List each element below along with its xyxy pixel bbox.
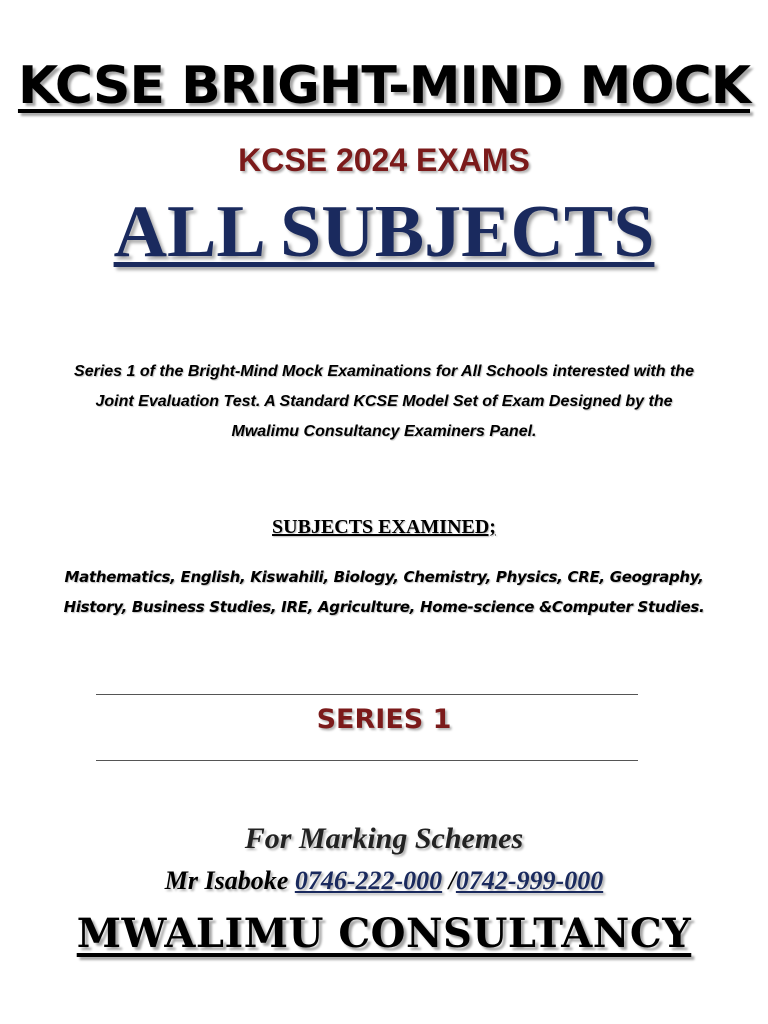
series-description (0, 357, 768, 447)
phone-link-1[interactable]: 0746-222-000 (294, 866, 443, 895)
description-line: Joint Evaluation Test. A Standard KCSE Model Set of Exam Designed by the (95, 393, 673, 410)
exams-title: KCSE 2024 EXAMS (238, 142, 530, 178)
bottom-divider (96, 760, 638, 761)
marking-schemes-label: For Marking Schemes (244, 822, 524, 855)
main-title: KCSE BRIGHT-MIND MOCK (17, 56, 751, 116)
subjects-line: Mathematics, English, Kiswahili, Biology, Chemistry, Physics, CRE, Geography, (64, 568, 704, 586)
description-line: Series 1 of the Bright-Mind Mock Examinations for All Schools interested with the (74, 363, 694, 380)
series-label: SERIES 1 (316, 704, 452, 735)
contact-line (0, 866, 768, 896)
subjects-examined-heading: SUBJECTS EXAMINED; (272, 516, 496, 538)
description-line: Mwalimu Consultancy Examiners Panel. (231, 423, 537, 440)
top-divider (96, 694, 638, 695)
subjects-list (0, 562, 768, 622)
all-subjects-title: ALL SUBJECTS (113, 191, 655, 273)
subjects-line: History, Business Studies, IRE, Agriculture, Home-science &Computer Studies. (63, 598, 705, 616)
phone-link-2[interactable]: 0742-999-000 (455, 866, 604, 895)
company-name: MWALIMU CONSULTANCY (76, 910, 692, 957)
phone-separator: / (448, 866, 456, 895)
contact-name: Mr Isaboke (164, 866, 289, 895)
